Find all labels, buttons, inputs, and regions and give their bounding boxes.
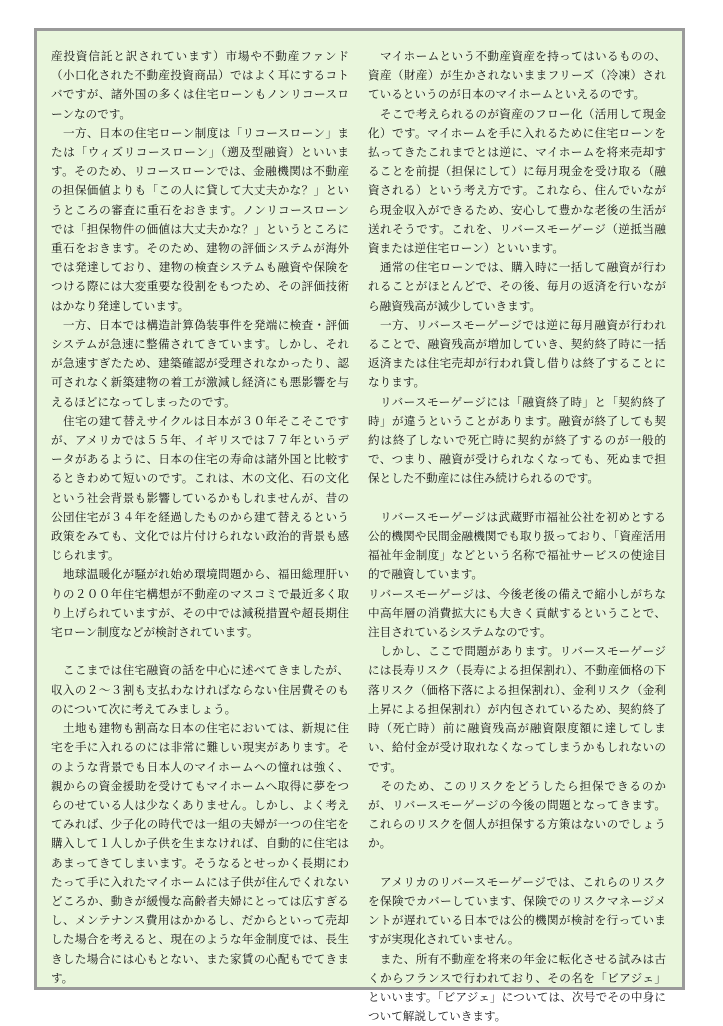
paragraph: そこで考えられるのが資産のフロー化（活用して現金化）です。マイホームを手に入れるために住宅ローンを払ってきたこれまでとは逆に、マイホームを将来売却することを前提（担保にして）に毎月現金を受け取る（融資される）という考え方です。これなら、住んでいながら現金収入ができるため、安心して豊かな老後の生活が送れそうです。これを、リバースモーゲージ（逆抵当融資または逆住宅ローン）といいます。 <box>368 106 666 256</box>
paragraph: しかし、ここで問題があります。リバースモーゲージには長寿リスク（長寿による担保割れ）、不動産価格の下落リスク（価格下落による担保割れ）、金利リスク（金利上昇による担保割れ）が内包されているため、契約終了時（死亡時）前に融資残高が融資限度額に達してしまい、給付金が受け取れなくなってしまうかもしれないのです。 <box>368 644 666 774</box>
paragraph: アメリカのリバースモーゲージでは、これらのリスクを保険でカバーしています、保険でのリスクマネージメントが遅れている日本では公的機関が検討を行っていますが実現化されていません。 <box>368 874 666 947</box>
paragraph: 地球温暖化が騒がれ始め環境問題から、福田総理肝いりの２００年住宅構想が不動産のマスコミで最近多く取り上げられていますが、その中では減税措置や超長期住宅ローン制度などが検討されています。 <box>51 567 349 640</box>
paragraph: マイホームという不動産資産を持ってはいるものの、資産（財産）が生かされないままフリーズ（冷凍）されているというのが日本のマイホームといえるのです。 <box>368 49 666 102</box>
paragraph: 一方、日本では構造計算偽装事件を発端に検査・評価システムが急速に整備されてきています。しかし、それが急速すぎたため、建築確認が受理されなかったり、認可されなく新築建物の着工が激減し経済にも悪影響を与えるほどになってしまったのです。 <box>51 317 349 409</box>
paragraph: ここまでは住宅融資の話を中心に述べてきましたが、収入の２～３割も支払わなければならない住居費そのものについて次に考えてみましょう。 <box>51 663 349 716</box>
paragraph: 一方、リバースモーゲージでは逆に毎月融資が行われることで、融資残高が増加していき、契約終了時に一括返済または住宅売却が行われ貸し借りは終了することになります。 <box>368 317 666 390</box>
paragraph: 産投資信託と訳されています）市場や不動産ファンド（小口化された不動産投資商品）ではよく耳にするコトバですが、諸外国の多くは住宅ローンもノンリコースローンなのです。 <box>51 49 349 121</box>
paragraph: そのため、このリスクをどうしたら担保できるのかが、リバースモーゲージの今後の問題となってきます。これらのリスクを個人が担保する方策はないのでしょうか。 <box>368 778 666 851</box>
paragraph-spacer <box>51 642 349 661</box>
paragraph: また、所有不動産を将来の年金に転化させる試みは古くからフランスで行われており、その名を「ビアジェ」といいます。「ビアジェ」については、次号でその中身について解説していきます。 <box>368 951 666 1024</box>
paragraph: 通常の住宅ローンでは、購入時に一括して融資が行われることがほとんどで、その後、毎月の返済を行いながら融資残高が減少していきます。 <box>368 260 666 313</box>
right-column <box>368 47 666 1026</box>
paragraph: リバースモーゲージは、今後老後の備えで縮小しがちな中高年層の消費拡大にも大きく貢献するということで、注目されているシステムなのです。 <box>368 586 666 640</box>
paragraph: 住宅の建て替えサイクルは日本が３０年そこそこですが、アメリカでは５５年、イギリスでは７７年というデータがあるように、日本の住宅の寿命は諸外国と比較するときわめて短いのです。これは、木の文化、石の文化という社会背景も影響しているかもしれませんが、昔の公団住宅が３４年を経過したものから建て替えるという政策をみても、文化では片付けられない政治的背景も感じられます。 <box>51 413 349 563</box>
paragraph-spacer <box>368 489 666 508</box>
paragraph-spacer <box>368 854 666 873</box>
paragraph: 一方、日本の住宅ローン制度は「リコースローン」または「ウィズリコースローン」（遡及型融資）といいます。そのため、リコースローンでは、金融機関は不動産の担保価値よりも「この人に貸して大丈夫かな？」というところの審査に重石をおきます。ノンリコースローンでは「担保物件の価値は大丈夫かな？」というところに重石をおきます。そのため、建物の評価システムが海外では発達しており、建物の検査システムも融資や保険をつける際には大変重要な役割をもつため、その評価技術はかなり発達しています。 <box>51 125 349 313</box>
article-frame <box>34 28 685 1024</box>
paragraph: リバースモーゲージには「融資終了時」と「契約終了時」が違うということがあります。融資が終了しても契約は終了しないで死亡時に契約が終了するのが一般的で、つまり、融資が受けられなくなっても、死ぬまで担保とした不動産には住み続けられるのです。 <box>368 394 666 486</box>
paragraph: リバースモーゲージは武蔵野市福祉公社を初めとする公的機関や民間金融機関でも取り扱っており、「資産活用福祉年金制度」などという名称で福祉サービスの使途目的で融資しています。 <box>368 509 666 582</box>
left-column <box>51 47 349 988</box>
paragraph: 土地も建物も割高な日本の住宅においては、新規に住宅を手に入れるのには非常に難しい現実があります。そのような背景でも日本人のマイホームへの憧れは強く、親からの資金援助を受けてもマイホームへ取得に夢をつらのせている人は少なくありません。しかし、よく考えてみれば、少子化の時代では一組の夫婦が一つの住宅を購入して１人しか子供を生まなければ、自動的に住宅はあまってきてしまいます。そうなるとせっかく長期にわたって手に入れたマイホームには子供が住んでくれないどころか、動きが緩慢な高齢者夫婦にとっては広すぎるし、メンテナンス費用はかかるし、だからといって売却した場合を考えると、現在のような年金制度では、長生きした場合には心もとない、また家賃の心配もでてきます。 <box>51 721 349 985</box>
